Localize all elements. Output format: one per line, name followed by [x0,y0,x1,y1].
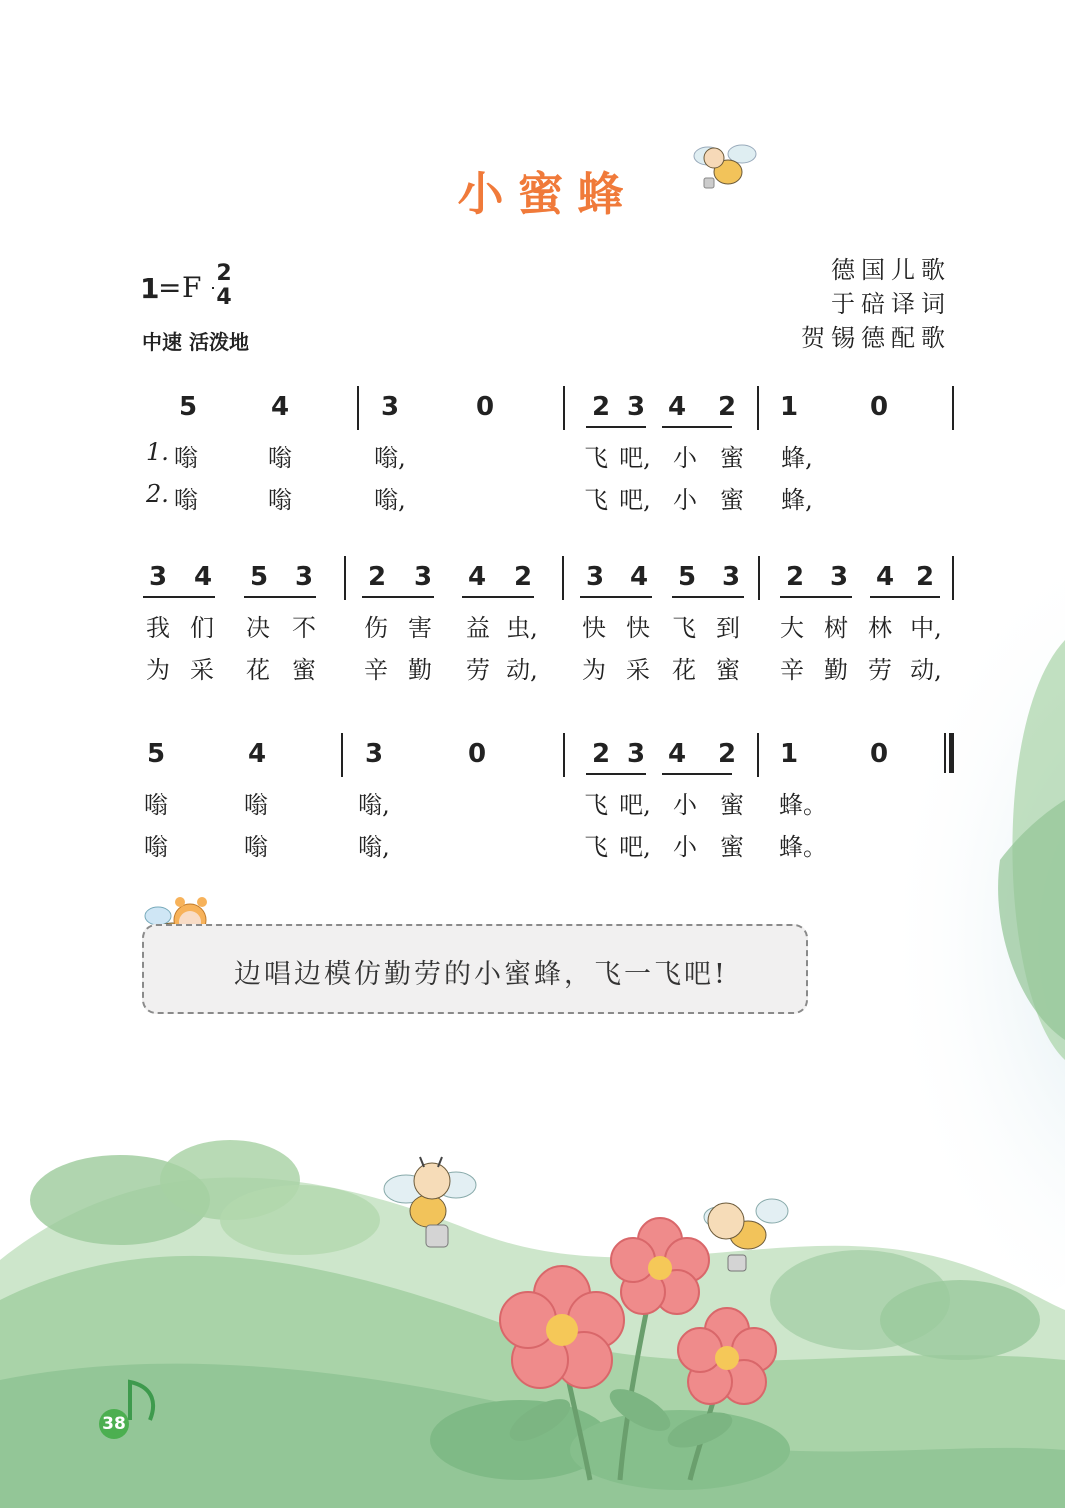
bar-line [563,733,565,777]
lyric-syllable: 小 [673,444,697,472]
lyric-syllable: 嗡 [268,444,292,472]
note-5: 5 [178,392,198,422]
lyric-syllable: 我 [146,614,170,642]
lyric-syllable: 蜂, [781,444,813,472]
note-3: 3 [585,562,605,592]
lyric-syllable: 蜜 [720,444,744,472]
lyric-syllable: 飞 [584,833,608,861]
lyric-syllable: 为 [146,656,170,684]
note-4: 4 [193,562,213,592]
time-signature [212,262,236,310]
lyric-syllable: 勤 [408,656,432,684]
lyric-syllable: 吧, [619,791,651,819]
credit-line: 于碚译词 [831,290,951,318]
note-1: 1 [779,392,799,422]
lyric-syllable: 花 [246,656,270,684]
lyric-syllable: 小 [673,833,697,861]
lyric-syllable: 飞 [584,444,608,472]
note-2: 2 [367,562,387,592]
note-0: 0 [869,739,889,769]
lyric-syllable: 嗡 [174,444,198,472]
beam-line [672,596,744,598]
lyric-syllable: 虫, [506,614,538,642]
note-3: 3 [364,739,384,769]
lyric-syllable: 蜜 [720,486,744,514]
verse-number: 1. [146,438,169,466]
lyric-syllable: 们 [190,614,214,642]
beam-line [780,596,852,598]
note-3: 3 [380,392,400,422]
beam-line [244,596,316,598]
bar-line [952,386,954,430]
lyric-syllable: 花 [672,656,696,684]
beam-line [586,426,646,428]
lyric-syllable: 飞 [672,614,696,642]
note-4: 4 [667,392,687,422]
note-4: 4 [467,562,487,592]
bar-line [757,733,759,777]
lyric-syllable: 采 [190,656,214,684]
bar-line [344,556,346,600]
note-4: 4 [875,562,895,592]
note-1: 1 [779,739,799,769]
note-5: 5 [677,562,697,592]
activity-tip [142,924,808,1014]
note-4: 4 [667,739,687,769]
note-3: 3 [294,562,314,592]
note-0: 0 [869,392,889,422]
lyric-syllable: 吧, [619,444,651,472]
bar-line [758,556,760,600]
lyric-syllable: 采 [626,656,650,684]
note-5: 5 [249,562,269,592]
lyric-syllable: 吧, [619,833,651,861]
note-2: 2 [717,739,737,769]
lyric-syllable: 嗡, [358,833,390,861]
note-2: 2 [915,562,935,592]
lyric-syllable: 吧, [619,486,651,514]
lyric-syllable: 嗡 [244,791,268,819]
lyric-syllable: 嗡 [174,486,198,514]
lyric-syllable: 蜂。 [779,791,827,819]
lyric-syllable: 嗡 [268,486,292,514]
lyric-syllable: 蜜 [292,656,316,684]
lyric-syllable: 树 [824,614,848,642]
note-3: 3 [626,739,646,769]
note-2: 2 [785,562,805,592]
note-0: 0 [467,739,487,769]
lyric-syllable: 小 [673,791,697,819]
beam-line [662,426,732,428]
beam-line [586,773,646,775]
note-4: 4 [247,739,267,769]
credits [801,253,951,355]
bar-line [563,386,565,430]
note-2: 2 [717,392,737,422]
note-3: 3 [413,562,433,592]
lyric-syllable: 劳 [868,656,892,684]
note-3: 3 [829,562,849,592]
credit-line: 德国儿歌 [831,256,951,284]
lyric-syllable: 动, [910,656,942,684]
bee-icon [696,1185,792,1281]
time-bottom: 4 [216,285,232,310]
bar-line [952,556,954,600]
lyric-syllable: 辛 [364,656,388,684]
note-2: 2 [513,562,533,592]
note-3: 3 [626,392,646,422]
beam-line [870,596,940,598]
beam-line [143,596,215,598]
lyric-syllable: 不 [292,614,316,642]
lyric-syllable: 大 [780,614,804,642]
lyric-syllable: 辛 [780,656,804,684]
key-equals: = [158,271,182,304]
lyric-syllable: 嗡, [374,444,406,472]
lyric-syllable: 快 [626,614,650,642]
lyric-syllable: 嗡, [358,791,390,819]
lyric-syllable: 蜜 [720,791,744,819]
lyric-syllable: 到 [716,614,740,642]
lyric-syllable: 害 [408,614,432,642]
lyric-syllable: 蜂。 [779,833,827,861]
lyric-syllable: 蜂, [781,486,813,514]
bee-icon [380,1145,480,1265]
lyric-syllable: 伤 [364,614,388,642]
key-one: 1 [140,272,160,305]
lyric-syllable: 嗡 [144,791,168,819]
bar-line [341,733,343,777]
final-bar-thin [944,733,946,773]
note-4: 4 [270,392,290,422]
beam-line [580,596,652,598]
beam-line [462,596,534,598]
time-top: 2 [216,261,232,286]
lyric-syllable: 飞 [584,791,608,819]
lyric-syllable: 嗡 [144,833,168,861]
lyric-syllable: 益 [466,614,490,642]
lyric-syllable: 为 [582,656,606,684]
note-5: 5 [146,739,166,769]
lyric-syllable: 决 [246,614,270,642]
beam-line [362,596,434,598]
lyric-syllable: 小 [673,486,697,514]
tip-text: 边唱边模仿勤劳的小蜜蜂，飞一飞吧! [234,959,728,990]
lyric-syllable: 蜜 [720,833,744,861]
lyric-syllable: 蜜 [716,656,740,684]
verse-number: 2. [146,480,169,508]
song-title: 小蜜蜂 [457,167,638,221]
note-2: 2 [591,739,611,769]
lyric-syllable: 林 [868,614,892,642]
credit-line: 贺锡德配歌 [801,324,951,352]
note-0: 0 [475,392,495,422]
lyric-syllable: 劳 [466,656,490,684]
tempo-marking: 中速 活泼地 [142,330,249,354]
note-3: 3 [721,562,741,592]
page-number: 38 [99,1409,129,1439]
lyric-syllable: 嗡 [244,833,268,861]
lyric-syllable: 勤 [824,656,848,684]
lyric-syllable: 飞 [584,486,608,514]
lyric-syllable: 动, [506,656,538,684]
note-3: 3 [148,562,168,592]
bar-line [562,556,564,600]
lyric-syllable: 嗡, [374,486,406,514]
bar-line [757,386,759,430]
lyric-syllable: 快 [582,614,606,642]
note-4: 4 [629,562,649,592]
note-2: 2 [591,392,611,422]
final-bar-thick [949,733,954,773]
bar-line [357,386,359,430]
beam-line [662,773,732,775]
key-name: F [182,271,202,304]
lyric-syllable: 中, [910,614,942,642]
